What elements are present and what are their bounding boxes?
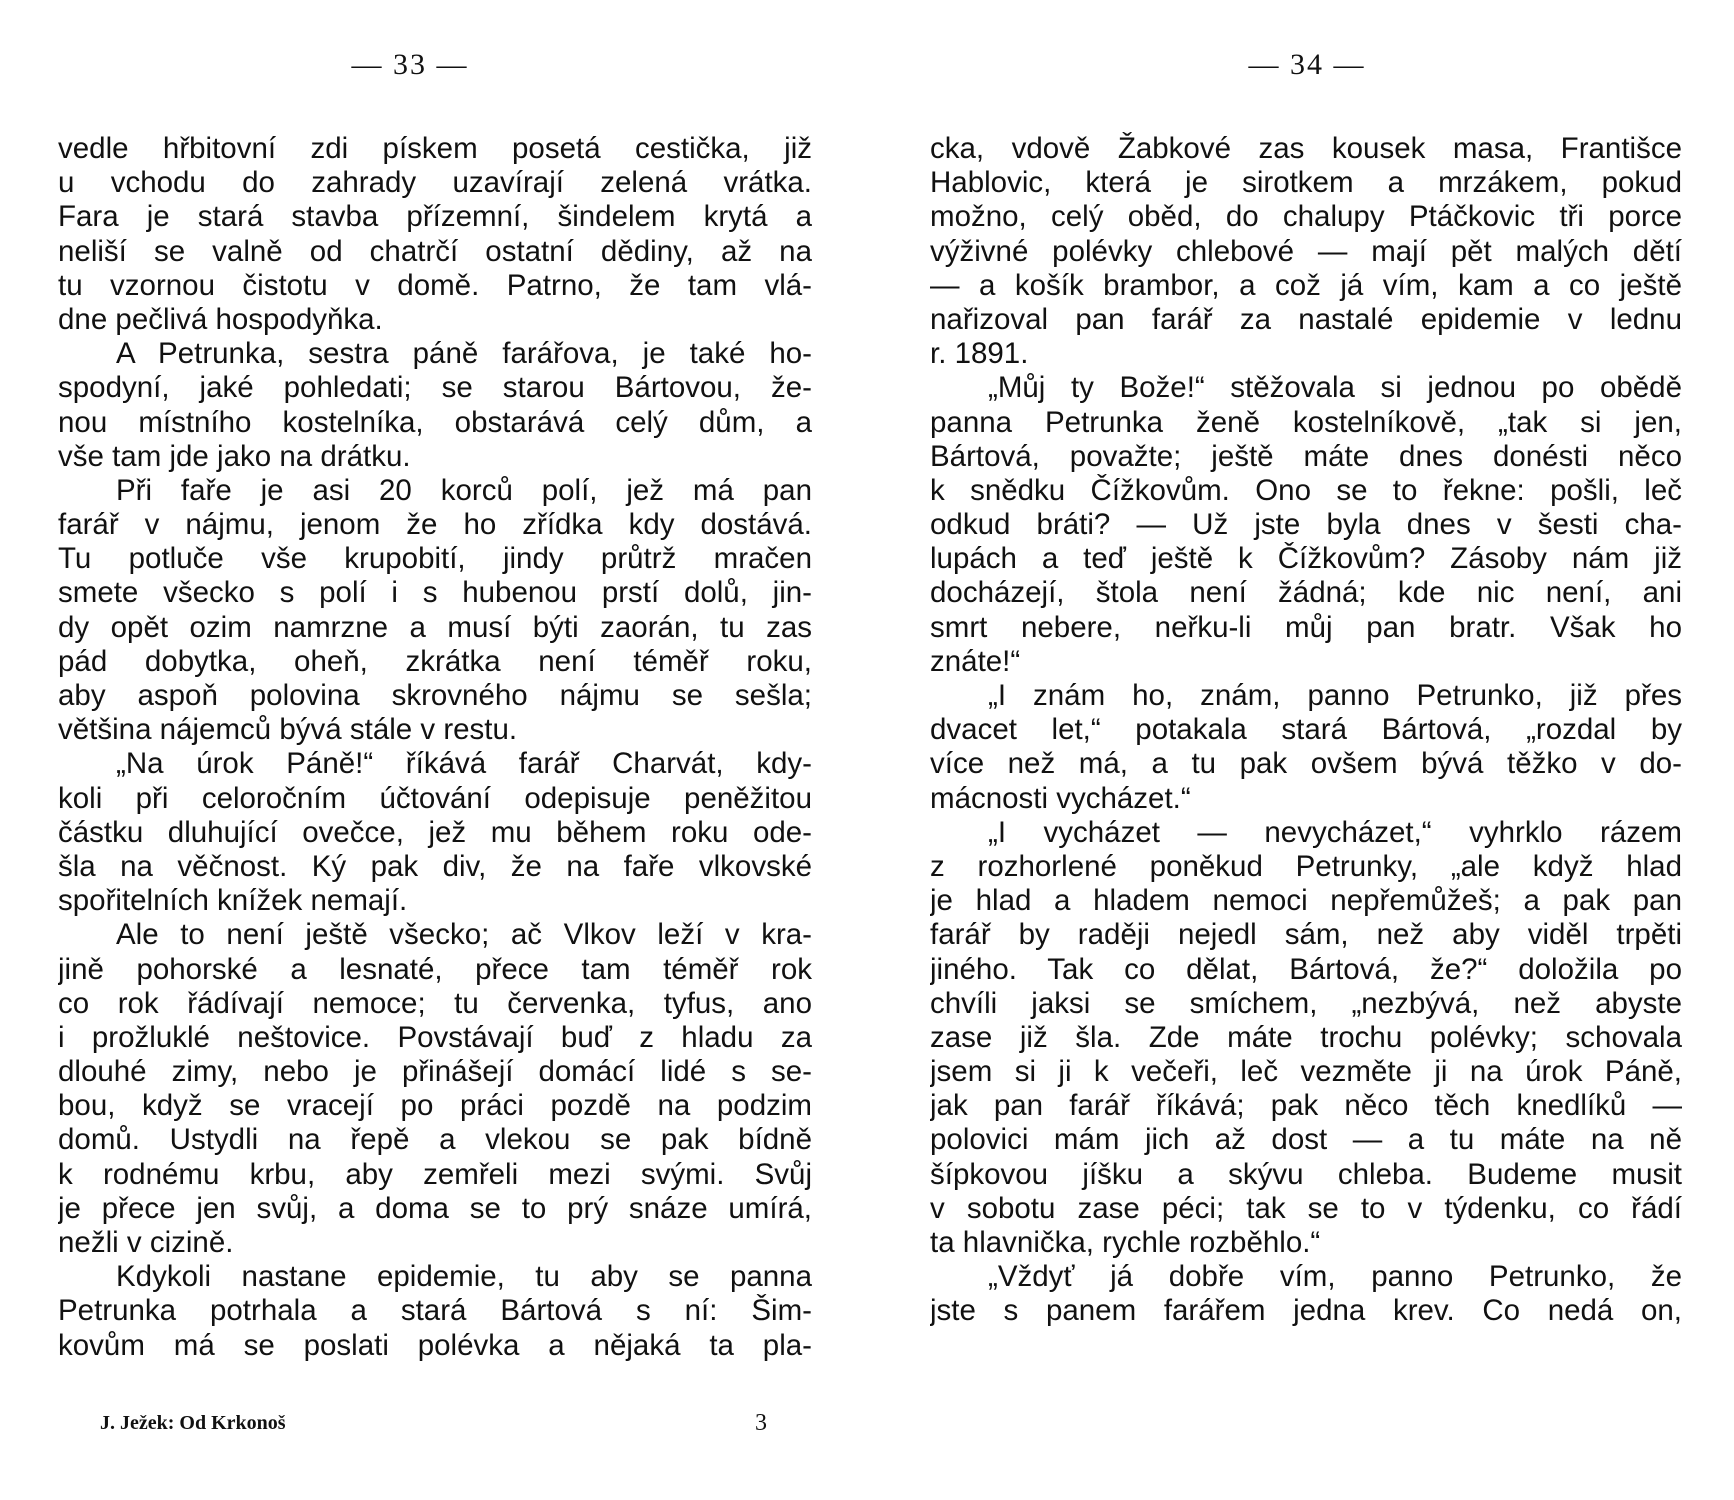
text-line: bou, když se vracejí po práci pozdě na podzim xyxy=(58,1089,812,1123)
text-line: odkud bráti? — Už jste byla dnes v šesti cha- xyxy=(930,508,1682,542)
text-line: co rok řádívají nemoce; tu červenka, tyfus, ano xyxy=(58,986,812,1020)
text-line: lupách a teď ještě k Čížkovům? Zásoby nám již xyxy=(930,542,1682,576)
text-line: smete všecko s polí i s hubenou prstí dolů, jin- xyxy=(58,576,812,610)
text-line: farář by raději nejedl sám, než aby viděl trpěti xyxy=(930,918,1682,952)
text-line: Bártová, považte; ještě máte dnes donésti něco xyxy=(930,439,1682,473)
text-line: k snědku Čížkovům. Ono se to řekne: pošli, leč xyxy=(930,473,1682,507)
text-line: u vchodu do zahrady uzavírají zelená vrátka. xyxy=(58,166,812,200)
text-line: k rodnému krbu, aby zemřeli mezi svými. Svůj xyxy=(58,1157,812,1191)
text-line: částku dluhující ovečce, jež mu během roku ode- xyxy=(58,815,812,849)
text-line: kovům má se poslati polévka a nějaká ta pla- xyxy=(58,1328,812,1362)
text-line: možno, celý oběd, do chalupy Ptáčkovic tři porce xyxy=(930,200,1682,234)
text-line: docházejí, štola není žádná; kde nic není, ani xyxy=(930,576,1682,610)
text-line: nežli v cizině. xyxy=(58,1226,234,1259)
text-line: aby aspoň polovina skrovného nájmu se sešla; xyxy=(58,679,812,712)
signature-mark: 3 xyxy=(755,1410,767,1436)
text-line: Ale to není ještě všecko; ač Vlkov leží v kra- xyxy=(116,918,812,952)
text-line: jak pan farář říkává; pak něco těch knedlíků — xyxy=(930,1089,1682,1123)
text-line: Fara je stará stavba přízemní, šindelem krytá a xyxy=(58,200,812,234)
text-line: tu vzornou čistotu v domě. Patrno, že tam vlá- xyxy=(58,268,812,302)
text-line: koli při celoročním účtování odepisuje peněžitou xyxy=(58,781,812,815)
text-line: „I vycházet — nevycházet,“ vyhrklo rázem xyxy=(988,815,1682,849)
text-line: „Vždyť já dobře vím, panno Petrunko, že xyxy=(988,1260,1682,1294)
text-line: mácnosti vycházet.“ xyxy=(930,781,1191,815)
text-line: chvíli jaksi se smíchem, „nezbývá, než abyste xyxy=(930,986,1682,1020)
text-line: jste s panem farářem jedna krev. Co nedá on, xyxy=(930,1294,1682,1328)
text-line: nařizoval pan farář za nastalé epidemie v lednu xyxy=(930,302,1682,336)
text-line: cka, vdově Žabkové zas kousek masa, Františce xyxy=(930,132,1682,165)
text-line: vedle hřbitovní zdi pískem posetá cestička, již xyxy=(58,132,812,165)
text-line: Tu potluče vše krupobití, jindy průtrž mračen xyxy=(58,542,812,576)
text-line: farář v nájmu, jenom že ho zřídka kdy dostává. xyxy=(58,508,812,542)
text-line: šla na věčnost. Ký pak div, že na faře vlkovské xyxy=(58,849,812,883)
text-line: dlouhé zimy, nebo je přinášejí domácí lidé s se- xyxy=(58,1055,812,1089)
text-line: A Petrunka, sestra páně farářova, je také ho- xyxy=(116,337,812,371)
text-line: „I znám ho, znám, panno Petrunko, již přes xyxy=(988,679,1682,712)
right-page xyxy=(867,0,1734,1500)
text-line: dne pečlivá hospodyňka. xyxy=(58,302,383,336)
text-line: šípkovou jíšku a skývu chleba. Budeme musit xyxy=(930,1157,1682,1191)
page-body-text xyxy=(58,132,812,1363)
text-line: — a košík brambor, a což já vím, kam a co ještě xyxy=(930,268,1682,302)
page-footer xyxy=(100,1412,780,1442)
page-body-text xyxy=(930,132,1682,1329)
text-line: je přece jen svůj, a doma se to prý snáze umírá, xyxy=(58,1191,812,1225)
text-line: Při faře je asi 20 korců polí, jež má pan xyxy=(116,473,812,507)
text-line: jsem si ji k večeři, leč vezměte ji na úrok Páně, xyxy=(930,1055,1682,1089)
text-line: dvacet let,“ potakala stará Bártová, „rozdal by xyxy=(930,713,1682,747)
text-line: vše tam jde jako na drátku. xyxy=(58,439,411,473)
page-number: — 34 — xyxy=(1248,48,1366,81)
text-line: panna Petrunka ženě kostelníkově, „tak si jen, xyxy=(930,405,1682,439)
text-line: spodyní, jaké pohledati; se starou Bártovou, že- xyxy=(58,371,812,405)
text-line: jiného. Tak co dělat, Bártová, že?“ doložila po xyxy=(930,952,1682,986)
text-line: v sobotu zase péci; tak se to v týdenku, co řádí xyxy=(930,1191,1682,1225)
text-line: většina nájemců bývá stále v restu. xyxy=(58,713,518,747)
text-line: smrt nebere, neřku-li můj pan bratr. Však ho xyxy=(930,610,1682,644)
text-line: dy opět ozim namrzne a musí býti zaorán, tu zas xyxy=(58,610,812,644)
text-line: neliší se valně od chatrčí ostatní dědiny, až na xyxy=(58,234,812,268)
text-line: i prožluklé neštovice. Povstávají buď z hladu za xyxy=(58,1020,812,1054)
text-line: výživné polévky chlebové — mají pět malých dětí xyxy=(930,234,1682,268)
text-line: jině pohorské a lesnaté, přece tam téměř rok xyxy=(58,952,812,986)
text-line: Petrunka potrhala a stará Bártová s ní: Šim- xyxy=(58,1294,812,1328)
page-number: — 33 — xyxy=(351,48,469,81)
text-line: nou místního kostelníka, obstarává celý dům, a xyxy=(58,405,812,439)
text-line: polovici mám jich až dost — a tu máte na ně xyxy=(930,1123,1682,1157)
text-line: „Můj ty Bože!“ stěžovala si jednou po obědě xyxy=(988,371,1682,405)
text-line: domů. Ustydli na řepě a vlekou se pak bídně xyxy=(58,1123,812,1157)
text-line: „Na úrok Páně!“ říkává farář Charvát, kdy- xyxy=(116,747,812,781)
text-line: zase již šla. Zde máte trochu polévky; schovala xyxy=(930,1020,1682,1054)
text-line: spořitelních knížek nemají. xyxy=(58,884,408,918)
text-line: r. 1891. xyxy=(930,337,1029,371)
text-line: znáte!“ xyxy=(930,644,1021,678)
text-line: více než má, a tu pak ovšem bývá těžko v do- xyxy=(930,747,1682,781)
text-line: Hablovic, která je sirotkem a mrzákem, pokud xyxy=(930,166,1682,200)
text-line: Kdykoli nastane epidemie, tu aby se panna xyxy=(116,1260,812,1294)
text-line: ta hlavnička, rychle rozběhlo.“ xyxy=(930,1226,1321,1259)
text-line: z rozhorlené poněkud Petrunky, „ale když hlad xyxy=(930,849,1682,883)
footer-author-title: J. Ježek: Od Krkonoš xyxy=(100,1412,286,1434)
text-line: pád dobytka, oheň, zkrátka není téměř roku, xyxy=(58,644,812,678)
text-line: je hlad a hladem nemoci nepřemůžeš; a pak pan xyxy=(930,884,1682,918)
